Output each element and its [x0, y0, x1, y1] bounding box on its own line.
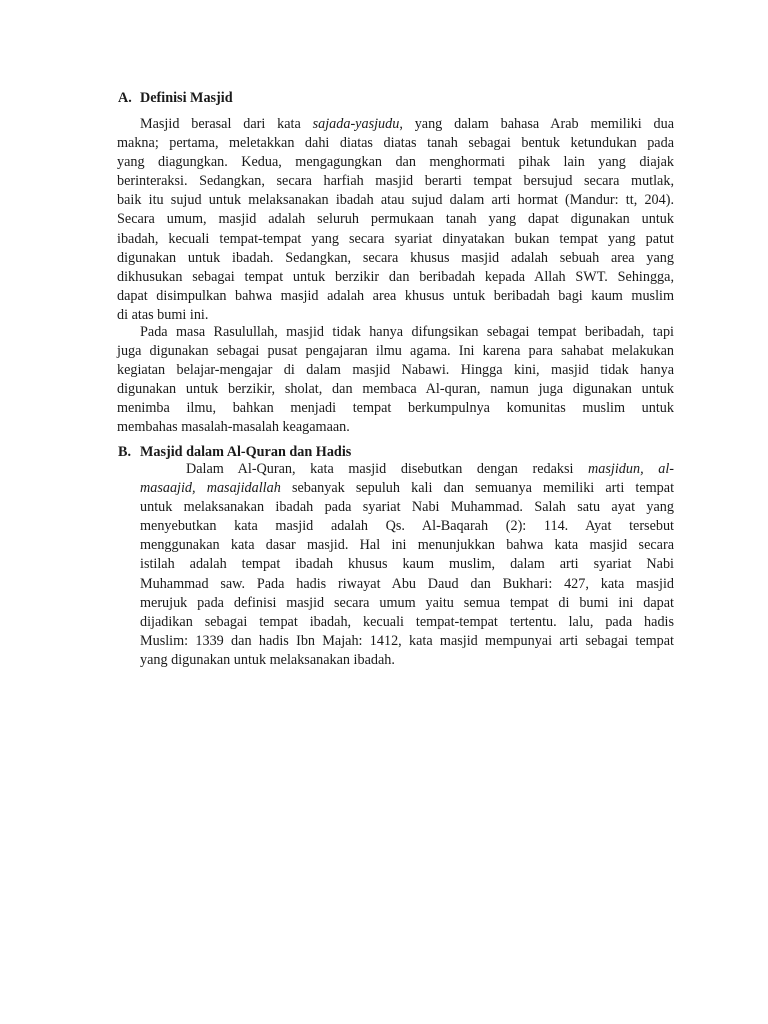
italic-term: masjidun, al- — [588, 461, 674, 477]
paragraph-line: Dalam Al-Quran, kata masjid disebutkan dengan redaksi masjidun, al- — [186, 461, 674, 477]
italic-term: masaajid, masajidallah — [140, 480, 281, 497]
paragraph-line: yang diagungkan. Kedua, mengagungkan dan menghormati pihak lain yang diajak — [117, 154, 674, 171]
section-a-heading — [118, 89, 233, 108]
paragraph-line: Muslim: 1339 dan hadis Ibn Majah: 1412, kata masjid mempunyai arti sebagai tempat — [140, 632, 674, 649]
paragraph-line: Pada masa Rasulullah, masjid tidak hanya difungsikan sebagai tempat beribadah, tapi — [140, 324, 674, 340]
paragraph-line: dapat disimpulkan bahwa masjid adalah area khusus untuk beribadah bagi kaum muslim — [117, 287, 674, 304]
section-a-paragraph-2 — [117, 323, 674, 438]
paragraph-line: berinteraksi. Sedangkan, secara harfiah masjid berarti tempat bersujud secara mutlak, — [117, 173, 674, 190]
paragraph-line: merujuk pada definisi masjid secara umum yaitu semua tempat di bumi ini dapat — [140, 594, 674, 611]
paragraph-line: digunakan untuk berzikir, sholat, dan membaca Al-quran, namun juga digunakan untuk — [117, 381, 674, 398]
italic-term: sajada-yasjudu — [312, 116, 400, 132]
section-a-title: Definisi Masjid — [140, 90, 233, 106]
paragraph-line: istilah adalah tempat ibadah khusus kaum muslim, dalam arti syariat Nabi — [140, 556, 674, 573]
paragraph-line: Masjid berasal dari kata sajada-yasjudu, yang dalam bahasa Arab memiliki dua — [140, 116, 674, 132]
paragraph-line: yang digunakan untuk melaksanakan ibadah. — [140, 651, 395, 668]
paragraph-line: kegiatan belajar-mengajar di dalam masjid Nabawi. Hingga kini, masjid tidak hanya — [117, 362, 674, 379]
paragraph-line: untuk melaksanakan ibadah pada syariat Nabi Muhammad. Salah satu ayat yang — [140, 499, 674, 516]
paragraph-line: menggunakan kata dasar masjid. Hal ini menunjukkan bahwa kata masjid secara — [140, 537, 674, 554]
paragraph-line: makna; pertama, meletakkan dahi diatas diatas tanah sebagai bentuk ketundukan pada — [117, 135, 674, 152]
paragraph-line: ibadah, kecuali tempat-tempat yang secara syariat dinyatakan bukan tempat yang patut — [117, 230, 674, 247]
paragraph-line: masaajid, masajidallah sebanyak sepuluh kali dan semuanya memiliki arti tempat — [140, 480, 675, 497]
section-b-number: B. — [118, 444, 132, 460]
section-b-paragraph-1 — [140, 460, 674, 670]
paragraph-line: juga digunakan sebagai pusat pengajaran ilmu agama. Ini karena para sahabat melakukan — [117, 343, 674, 360]
paragraph-line: menyebutkan kata masjid adalah Qs. Al-Baqarah (2): 114. Ayat tersebut — [140, 518, 674, 535]
paragraph-line: di atas bumi ini. — [117, 306, 209, 323]
paragraph-line: Muhammad saw. Pada hadis riwayat Abu Daud dan Bukhari: 427, kata masjid — [140, 575, 674, 592]
paragraph-line: baik itu sujud untuk melaksanakan ibadah atau sujud dalam arti hormat (Mandur: tt, 204). — [117, 192, 674, 209]
paragraph-line: membahas masalah-masalah keagamaan. — [117, 419, 350, 436]
paragraph-line: menimba ilmu, bahkan menjadi tempat berkumpulnya komunitas muslim untuk — [117, 400, 674, 417]
section-b-title: Masjid dalam Al-Quran dan Hadis — [140, 444, 352, 460]
paragraph-line: dijadikan sebagai tempat ibadah, kecuali tempat-tempat tertentu. lalu, pada hadis — [140, 613, 674, 630]
paragraph-line: Secara umum, masjid adalah seluruh permukaan tanah yang dapat digunakan untuk — [117, 211, 674, 228]
paragraph-line: digunakan untuk ibadah. Sedangkan, secara khusus masjid adalah sebuah area yang — [117, 249, 674, 266]
section-a-number: A. — [118, 90, 132, 106]
section-a-paragraph-1 — [117, 115, 674, 325]
paragraph-line: dikhusukan sebagai tempat untuk berzikir dan beribadah kepada Allah SWT. Sehingga, — [117, 268, 674, 285]
